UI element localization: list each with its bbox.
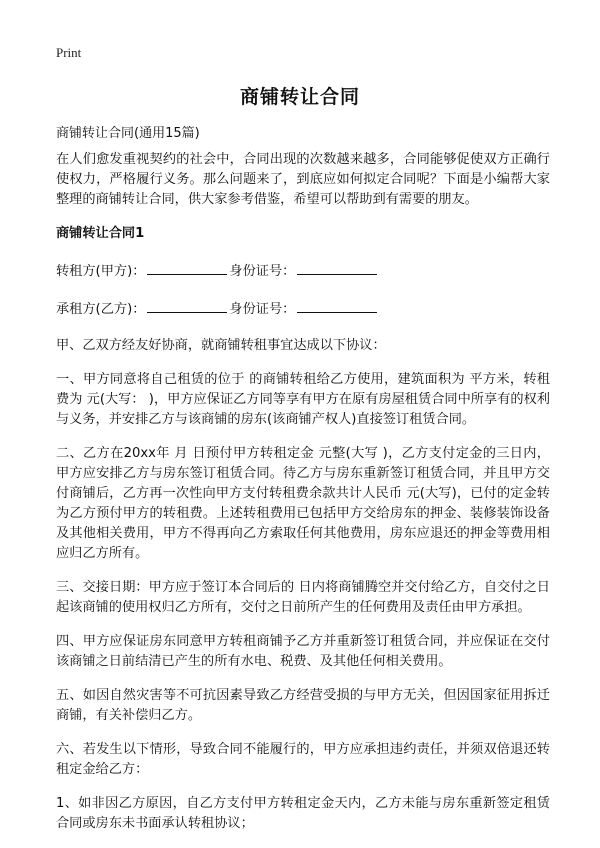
intro-paragraph: 在人们愈发重视契约的社会中，合同出现的次数越来越多，合同能够促使双方正确行使权力，严格履行义务。那么问题来了，到底应如何拟定合同呢？下面是小编帮大家整理的商铺转让合同，供大家参考借鉴，希望可以帮助到有需要的朋友。 [56, 152, 550, 207]
party-a-id-label: 身份证号： [229, 264, 296, 279]
clause-6: 六、若发生以下情形，导致合同不能履行的，甲方应承担违约责任，并须双倍退还转租定金给乙方： [56, 742, 550, 777]
party-b-label: 承租方(乙方)： [56, 302, 146, 317]
clause-2: 二、乙方在20xx年 月 日预付甲方转租定金 元整(大写 )，乙方支付定金的三日内，甲方应安排乙方与房东签订租赁合同。待乙方与房东重新签订租赁合同，并且甲方交付商铺后，乙方再一次性向甲方支付转租费余款共计人民币 元(大写)，已付的定金转为乙方预付甲方的转租费。上述转租费用已包括甲方交给房东的押金、装修装饰设备及其他相关费用，甲方不得再向乙方索取任何其他费用，房东应退还的押金等费用相应归乙方所有。 [56, 446, 550, 561]
party-b-id-label: 身份证号： [229, 302, 296, 317]
clause-5: 五、如因自然灾害等不可抗因素导致乙方经营受损的与甲方无关，但因国家征用拆迁商铺，有关补偿归乙方。 [56, 688, 550, 723]
clause-4: 四、甲方应保证房东同意甲方转租商铺予乙方并重新签订租赁合同，并应保证在交付该商铺之日前结清已产生的所有水电、税费、及其他任何相关费用。 [56, 634, 550, 669]
agreement-paragraph: 甲、乙双方经友好协商，就商铺转租事宜达成以下协议： [56, 338, 386, 353]
clause-1: 一、甲方同意将自己租赁的位于 的商铺转租给乙方使用，建筑面积为 平方米，转租费为 元(大写： )，甲方应保证乙方同等享有甲方在原有房屋租赁合同中所享有的权利与义务，并安排乙方与该商铺的房东(该商铺产权人)直接签订租赁合同。 [56, 372, 550, 427]
print-link[interactable]: Print [56, 45, 82, 60]
clause-6-item-1: 1、如非因乙方原因，自乙方支付甲方转租定金天内，乙方未能与房东重新签定租赁合同或房东未书面承认转租协议； [56, 796, 550, 831]
document-body [56, 150, 550, 848]
party-a-id-blank [297, 260, 377, 275]
party-b-name-blank [147, 298, 227, 313]
party-b-id-blank [297, 298, 377, 313]
document-title: 商铺转让合同 [239, 86, 360, 108]
party-b-row [56, 298, 550, 320]
party-a-row [56, 260, 550, 282]
party-a-label: 转租方(甲方)： [56, 264, 146, 279]
document-subtitle: 商铺转让合同(通用15篇) [56, 126, 200, 141]
clause-3: 三、交接日期：甲方应于签订本合同后的 日内将商铺腾空并交付给乙方，自交付之日起该商铺的使用权归乙方所有，交付之日前所产生的任何费用及责任由甲方承担。 [56, 580, 550, 615]
section-title: 商铺转让合同1 [56, 226, 145, 241]
party-a-name-blank [147, 260, 227, 275]
